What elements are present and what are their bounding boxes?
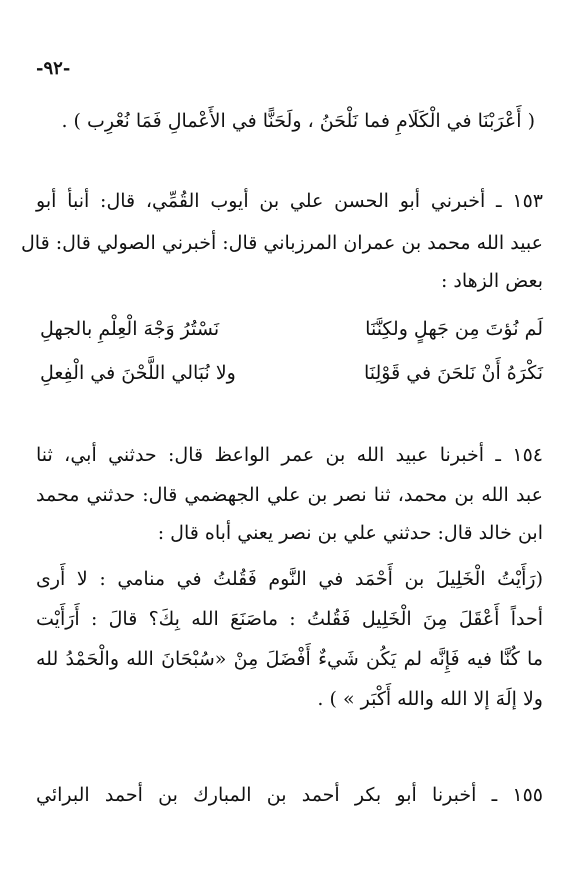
text-line-12: ١٥٥ ـ أخبرنا أبو بكر أحمد بن المبارك بن أحمد البرائي — [36, 784, 543, 806]
text-line-5: ١٥٤ ـ أخبرنا عبيد الله بن عمر الواعظ قال: حدثني أبي، ثنا — [36, 444, 543, 466]
poem-verse-2-hemistich-2: ولا نُبَالي اللَّحْنَ في الْفِعلِ — [40, 362, 236, 384]
text-line-7: ابن خالد قال: حدثني علي بن نصر يعني أباه قال : — [157, 522, 543, 544]
text-line-2: ١٥٣ ـ أخبرني أبو الحسن علي بن أيوب القُمِّي، قال: أنبأ أبو — [36, 190, 543, 212]
poem-verse-1-hemistich-1: لَم نُؤتَ مِن جَهلٍ ولكِنَّنَا — [365, 318, 543, 340]
text-line-6: عبد الله بن محمد، ثنا نصر بن علي الجهضمي قال: حدثني محمد — [36, 484, 543, 506]
text-line-11: ولا إلَهَ إلا الله والله أَكْبَر » ) . — [317, 688, 543, 710]
text-line-3: عبيد الله محمد بن عمران المرزباني قال: أخبرني الصولي قال: قال — [21, 232, 543, 254]
poem-verse-2-hemistich-1: نَكْرَهُ أَنْ نَلحَنَ في قَوْلِنَا — [363, 362, 543, 384]
text-line-9: أحداً أَعْقَلَ مِنَ الْخَلِيل فَقُلتُ : ماصَنَعَ الله بِكَ؟ قالَ : أَرَأَيْت — [36, 608, 543, 630]
text-line-1: ( أَعْرَبْنَا في الْكَلَامِ فما نَلْحَنُ ، ولَحَنًّا في الأَعْمالِ فَمَا نُعْرِب ) . — [61, 110, 535, 132]
text-line-4: بعض الزهاد : — [440, 270, 543, 292]
poem-verse-1-hemistich-2: نَسْتُرُ وَجْهَ الْعِلْمِ بالجهلِ — [40, 318, 220, 340]
page-number: -٩٢- — [36, 58, 71, 79]
text-line-8: (رَأَيْتُ الْخَلِيلَ بن أَحْمَد في النَّوم فَقُلتُ في منامي : لا أَرى — [36, 568, 543, 590]
text-line-10: ما كُنَّا فيه فَإِنَّه لم يَكُن شَيءٌ أَفْضَلَ مِنْ «سُبْحَانَ الله والْحَمْدُ لله — [36, 648, 543, 670]
